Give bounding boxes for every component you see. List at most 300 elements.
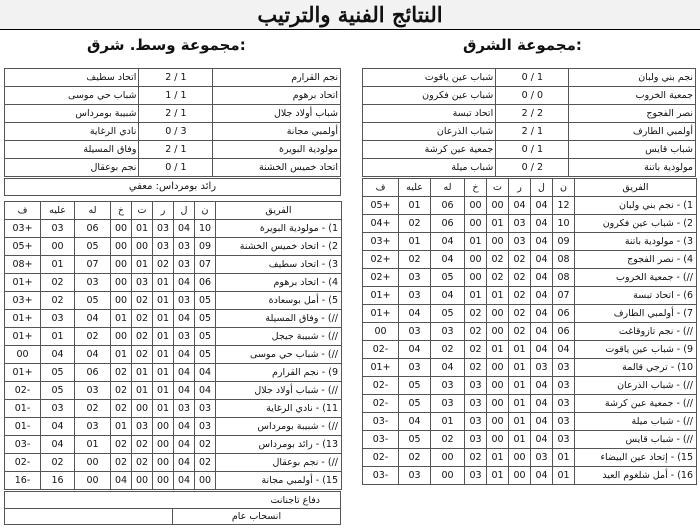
standing-row — [5, 256, 342, 274]
wins: 01 — [153, 346, 174, 364]
team-name: 3) - مولودية باتنة — [575, 233, 697, 251]
wins: 02 — [153, 256, 174, 274]
draws: 00 — [487, 359, 509, 377]
goal-difference: +03 — [5, 220, 41, 238]
wins: 00 — [509, 467, 531, 485]
losses: 04 — [111, 472, 132, 490]
team-name: 15) - أولمبي مجانة — [216, 472, 342, 490]
played: 04 — [174, 220, 195, 238]
standing-row — [363, 323, 697, 341]
standing-row — [5, 418, 342, 436]
team-name: 1) - مولودية البويرة — [216, 220, 342, 238]
goal-difference: +01 — [363, 359, 399, 377]
points: 09 — [553, 233, 575, 251]
played: 04 — [531, 269, 553, 287]
draws: 01 — [487, 467, 509, 485]
team-name: 9) - شباب عين ياقوت — [575, 341, 697, 359]
points: 08 — [553, 251, 575, 269]
goals-against: 02 — [399, 449, 431, 467]
wins: 03 — [509, 233, 531, 251]
losses: 02 — [465, 341, 487, 359]
points: 01 — [553, 467, 575, 485]
away-team: نادي الرغاية — [5, 123, 139, 141]
goals-for: 04 — [431, 359, 465, 377]
losses: 00 — [111, 292, 132, 310]
goals-against: 01 — [399, 197, 431, 215]
draws: 02 — [132, 292, 153, 310]
goals-against: 02 — [41, 274, 75, 292]
east-results-table — [362, 68, 696, 177]
draws: 02 — [132, 328, 153, 346]
draws: 01 — [132, 220, 153, 238]
match-score: 1 / 2 — [139, 69, 213, 87]
team-name: 3) - اتحاد سطيف — [216, 256, 342, 274]
wins: 01 — [153, 364, 174, 382]
losses: 00 — [465, 251, 487, 269]
result-row — [363, 87, 696, 105]
goals-for: 01 — [75, 436, 111, 454]
goals-against: 02 — [399, 251, 431, 269]
draws: 00 — [487, 395, 509, 413]
away-team: اتحاد تبسة — [363, 105, 496, 123]
column-header: ف — [5, 202, 41, 220]
played: 04 — [531, 467, 553, 485]
points: 05 — [195, 346, 216, 364]
goals-for: 00 — [431, 449, 465, 467]
footer-status: انسحاب عام — [172, 509, 340, 525]
goals-against: 01 — [399, 233, 431, 251]
losses: 03 — [465, 413, 487, 431]
column-header: له — [431, 179, 465, 197]
played: 04 — [174, 364, 195, 382]
column-header: له — [75, 202, 111, 220]
goal-difference: +03 — [363, 233, 399, 251]
losses: 01 — [465, 287, 487, 305]
goals-against: 01 — [41, 328, 75, 346]
draws: 01 — [487, 287, 509, 305]
goals-against: 02 — [41, 454, 75, 472]
team-name: //) - شبيبة بومرداس — [216, 418, 342, 436]
goals-against: 04 — [399, 341, 431, 359]
losses: 02 — [111, 382, 132, 400]
goals-against: 03 — [41, 220, 75, 238]
home-team: نصر الفجوج — [569, 105, 696, 123]
losses: 00 — [111, 328, 132, 346]
column-header: خ — [111, 202, 132, 220]
center-east-standings-table — [4, 201, 342, 490]
points: 04 — [195, 382, 216, 400]
goals-for: 05 — [431, 269, 465, 287]
match-score: 1 / 2 — [139, 141, 213, 159]
team-name: //) - شباب أولاد جلال — [216, 382, 342, 400]
goal-difference: -03 — [363, 467, 399, 485]
draws: 01 — [487, 341, 509, 359]
standing-row — [5, 400, 342, 418]
standing-row — [363, 377, 697, 395]
goal-difference: +02 — [363, 251, 399, 269]
played: 03 — [174, 328, 195, 346]
wins: 01 — [509, 395, 531, 413]
team-name: 11) - نادي الرغاية — [216, 400, 342, 418]
team-name: //) - شباب حي موسى — [216, 346, 342, 364]
standing-row — [5, 220, 342, 238]
goals-against: 03 — [399, 287, 431, 305]
draws: 01 — [487, 215, 509, 233]
column-header: عليه — [41, 202, 75, 220]
wins: 03 — [153, 238, 174, 256]
goal-difference: +04 — [363, 215, 399, 233]
goals-for: 07 — [75, 256, 111, 274]
losses: 00 — [465, 197, 487, 215]
standing-row — [5, 346, 342, 364]
goals-against: 05 — [399, 377, 431, 395]
losses: 00 — [111, 220, 132, 238]
goal-difference: -02 — [363, 395, 399, 413]
wins: 00 — [509, 449, 531, 467]
away-team: شباب عين ياقوت — [363, 69, 496, 87]
goal-difference: -02 — [363, 449, 399, 467]
draws: 01 — [487, 449, 509, 467]
wins: 01 — [153, 292, 174, 310]
goals-for: 05 — [75, 292, 111, 310]
points: 08 — [553, 269, 575, 287]
losses: 03 — [465, 467, 487, 485]
match-score: 1 / 2 — [139, 105, 213, 123]
home-team: أولمبي الطارف — [569, 123, 696, 141]
footer-status-empty — [5, 509, 172, 525]
team-name: 9) - نجم القرارم — [216, 364, 342, 382]
goals-for: 03 — [431, 323, 465, 341]
goals-against: 04 — [399, 305, 431, 323]
goals-against: 02 — [399, 215, 431, 233]
goals-against: 04 — [399, 413, 431, 431]
goals-for: 02 — [75, 328, 111, 346]
standing-row — [363, 413, 697, 431]
goal-difference: -02 — [363, 341, 399, 359]
goals-for: 06 — [75, 364, 111, 382]
played: 03 — [531, 449, 553, 467]
played: 04 — [531, 395, 553, 413]
result-row — [5, 141, 341, 159]
played: 04 — [531, 413, 553, 431]
result-row — [363, 69, 696, 87]
losses: 01 — [465, 233, 487, 251]
goals-for: 04 — [75, 346, 111, 364]
draws: 01 — [132, 364, 153, 382]
result-row — [5, 69, 341, 87]
draws: 02 — [132, 436, 153, 454]
team-name: 2) - شباب عين فكرون — [575, 215, 697, 233]
losses: 00 — [111, 238, 132, 256]
wins: 02 — [509, 323, 531, 341]
team-name: 4) - نصر الفجوج — [575, 251, 697, 269]
goals-for: 03 — [431, 377, 465, 395]
draws: 00 — [132, 238, 153, 256]
goal-difference: -02 — [363, 377, 399, 395]
played: 04 — [531, 377, 553, 395]
center-east-group-title: مجموعة وسط. شرق: — [87, 36, 246, 54]
team-name: 1) - نجم بني ولبان — [575, 197, 697, 215]
away-team: جمعية عين كرشة — [363, 141, 496, 159]
goals-for: 00 — [75, 472, 111, 490]
losses: 01 — [111, 418, 132, 436]
team-name: 5) - أمل بوسعادة — [216, 292, 342, 310]
draws: 00 — [487, 413, 509, 431]
goals-against: 03 — [41, 310, 75, 328]
points: 03 — [553, 431, 575, 449]
team-name: //) - جمعية عين كرشة — [575, 395, 697, 413]
standing-row — [363, 305, 697, 323]
played: 04 — [531, 341, 553, 359]
goal-difference: +01 — [5, 364, 41, 382]
exempt-note: رائد بومرداس: معفي — [4, 178, 341, 196]
team-name: //) - جمعية الخروب — [575, 269, 697, 287]
losses: 00 — [111, 256, 132, 274]
column-header: عليه — [399, 179, 431, 197]
wins: 01 — [153, 382, 174, 400]
losses: 00 — [465, 215, 487, 233]
match-score: 1 / 0 — [139, 159, 213, 177]
standing-row — [363, 251, 697, 269]
goals-for: 05 — [75, 238, 111, 256]
goal-difference: -01 — [5, 418, 41, 436]
goals-against: 03 — [399, 323, 431, 341]
match-score: 3 / 0 — [139, 123, 213, 141]
wins: 01 — [509, 431, 531, 449]
goal-difference: +05 — [363, 197, 399, 215]
points: 03 — [553, 413, 575, 431]
played: 04 — [174, 418, 195, 436]
team-name: 10) - ترجي قالمة — [575, 359, 697, 377]
standing-row — [363, 395, 697, 413]
goals-against: 02 — [41, 292, 75, 310]
draws: 02 — [487, 251, 509, 269]
match-score: 1 / 1 — [139, 87, 213, 105]
goals-against: 05 — [41, 382, 75, 400]
played: 03 — [174, 256, 195, 274]
played: 03 — [531, 359, 553, 377]
standing-row — [363, 341, 697, 359]
column-header: ل — [174, 202, 195, 220]
home-team: أولمبي مجانة — [213, 123, 341, 141]
losses: 02 — [465, 305, 487, 323]
points: 06 — [553, 305, 575, 323]
goals-against: 00 — [41, 238, 75, 256]
losses: 01 — [111, 346, 132, 364]
points: 02 — [195, 454, 216, 472]
wins: 01 — [153, 400, 174, 418]
draws: 00 — [487, 305, 509, 323]
points: 04 — [553, 341, 575, 359]
points: 05 — [195, 328, 216, 346]
standing-row — [363, 431, 697, 449]
losses: 00 — [465, 269, 487, 287]
match-score: 0 / 0 — [496, 87, 569, 105]
away-team: شباب عين فكرون — [363, 87, 496, 105]
result-row — [5, 87, 341, 105]
played: 03 — [174, 238, 195, 256]
team-name: //) - شباب الذرعان — [575, 377, 697, 395]
home-team: شباب قايس — [569, 141, 696, 159]
goal-difference: -02 — [5, 454, 41, 472]
draws: 00 — [487, 431, 509, 449]
goal-difference: +05 — [5, 238, 41, 256]
played: 03 — [174, 292, 195, 310]
withdrawal-footer — [4, 491, 341, 525]
played: 04 — [531, 431, 553, 449]
goal-difference: +01 — [363, 287, 399, 305]
goals-against: 05 — [41, 364, 75, 382]
losses: 03 — [465, 431, 487, 449]
goal-difference: -01 — [5, 400, 41, 418]
goals-against: 04 — [41, 418, 75, 436]
losses: 03 — [465, 377, 487, 395]
team-name: 15) - إتحاد عين البيضاء — [575, 449, 697, 467]
points: 07 — [553, 287, 575, 305]
column-header: ر — [153, 202, 174, 220]
goals-against: 05 — [399, 431, 431, 449]
played: 04 — [174, 436, 195, 454]
draws: 02 — [132, 310, 153, 328]
team-name: 13) - رائد بومرداس — [216, 436, 342, 454]
points: 03 — [195, 418, 216, 436]
draws: 01 — [132, 256, 153, 274]
wins: 02 — [509, 251, 531, 269]
goals-against: 05 — [399, 395, 431, 413]
east-standings-table — [362, 178, 697, 485]
goals-for: 00 — [431, 467, 465, 485]
draws: 02 — [487, 269, 509, 287]
wins: 00 — [153, 436, 174, 454]
match-score: 1 / 0 — [496, 141, 569, 159]
result-row — [363, 159, 696, 177]
match-score: 1 / 2 — [496, 123, 569, 141]
column-header: الفريق — [575, 179, 697, 197]
played: 04 — [174, 472, 195, 490]
team-name: 7) - أولمبي الطارف — [575, 305, 697, 323]
goal-difference: +02 — [363, 269, 399, 287]
standing-row — [363, 359, 697, 377]
result-row — [5, 105, 341, 123]
wins: 02 — [509, 287, 531, 305]
goals-for: 04 — [431, 287, 465, 305]
draws: 00 — [487, 377, 509, 395]
standing-row — [363, 287, 697, 305]
column-header: ف — [363, 179, 399, 197]
away-team: وفاق المسيلة — [5, 141, 139, 159]
goals-against: 03 — [399, 467, 431, 485]
points: 09 — [195, 238, 216, 256]
goal-difference: -03 — [363, 413, 399, 431]
column-header: ت — [487, 179, 509, 197]
goals-against: 03 — [41, 400, 75, 418]
standing-row — [363, 215, 697, 233]
losses: 02 — [111, 436, 132, 454]
match-score: 2 / 0 — [496, 159, 569, 177]
match-score: 1 / 0 — [496, 69, 569, 87]
draws: 00 — [132, 472, 153, 490]
wins: 00 — [153, 418, 174, 436]
losses: 02 — [111, 454, 132, 472]
team-name: 2) - اتحاد خميس الخشنة — [216, 238, 342, 256]
draws: 00 — [487, 233, 509, 251]
goals-against: 16 — [41, 472, 75, 490]
played: 04 — [174, 382, 195, 400]
played: 04 — [531, 287, 553, 305]
points: 03 — [553, 359, 575, 377]
goals-for: 02 — [431, 431, 465, 449]
home-team: نجم بني ولبان — [569, 69, 696, 87]
wins: 01 — [153, 274, 174, 292]
losses: 03 — [465, 395, 487, 413]
standing-row — [5, 454, 342, 472]
goal-difference: +08 — [5, 256, 41, 274]
goals-for: 03 — [431, 395, 465, 413]
wins: 04 — [509, 197, 531, 215]
played: 04 — [531, 305, 553, 323]
team-name: //) - شبيبة جيجل — [216, 328, 342, 346]
draws: 03 — [132, 418, 153, 436]
standing-row — [5, 238, 342, 256]
team-name: //) - نجم بوعقال — [216, 454, 342, 472]
goal-difference: 00 — [363, 323, 399, 341]
goals-for: 06 — [431, 215, 465, 233]
points: 04 — [195, 364, 216, 382]
goals-for: 00 — [75, 454, 111, 472]
team-name: //) - شباب قايس — [575, 431, 697, 449]
losses: 02 — [465, 323, 487, 341]
home-team: نجم القرارم — [213, 69, 341, 87]
draws: 00 — [132, 400, 153, 418]
goals-against: 01 — [41, 256, 75, 274]
losses: 02 — [111, 400, 132, 418]
column-header: خ — [465, 179, 487, 197]
standing-row — [363, 197, 697, 215]
column-header: ت — [132, 202, 153, 220]
home-team: مولودية باتنة — [569, 159, 696, 177]
points: 00 — [195, 472, 216, 490]
east-group-title: مجموعة الشرق: — [463, 36, 582, 54]
points: 10 — [553, 215, 575, 233]
home-team: شباب أولاد جلال — [213, 105, 341, 123]
column-header: الفريق — [216, 202, 342, 220]
goals-for: 03 — [75, 418, 111, 436]
goal-difference: 00 — [5, 346, 41, 364]
draws: 00 — [487, 323, 509, 341]
goals-for: 04 — [431, 233, 465, 251]
footer-status-row — [5, 509, 340, 525]
goals-against: 03 — [399, 359, 431, 377]
points: 02 — [195, 436, 216, 454]
column-header: ر — [509, 179, 531, 197]
result-row — [363, 141, 696, 159]
wins: 01 — [509, 359, 531, 377]
standing-row — [5, 328, 342, 346]
draws: 02 — [132, 454, 153, 472]
draws: 01 — [132, 382, 153, 400]
draws: 03 — [132, 274, 153, 292]
points: 10 — [195, 220, 216, 238]
goals-for: 04 — [431, 251, 465, 269]
column-header: ن — [195, 202, 216, 220]
points: 01 — [553, 449, 575, 467]
goal-difference: +01 — [5, 328, 41, 346]
goal-difference: -02 — [5, 382, 41, 400]
losses: 00 — [111, 274, 132, 292]
played: 04 — [174, 454, 195, 472]
points: 07 — [195, 256, 216, 274]
team-name: 16) - أمل شلغوم العيد — [575, 467, 697, 485]
